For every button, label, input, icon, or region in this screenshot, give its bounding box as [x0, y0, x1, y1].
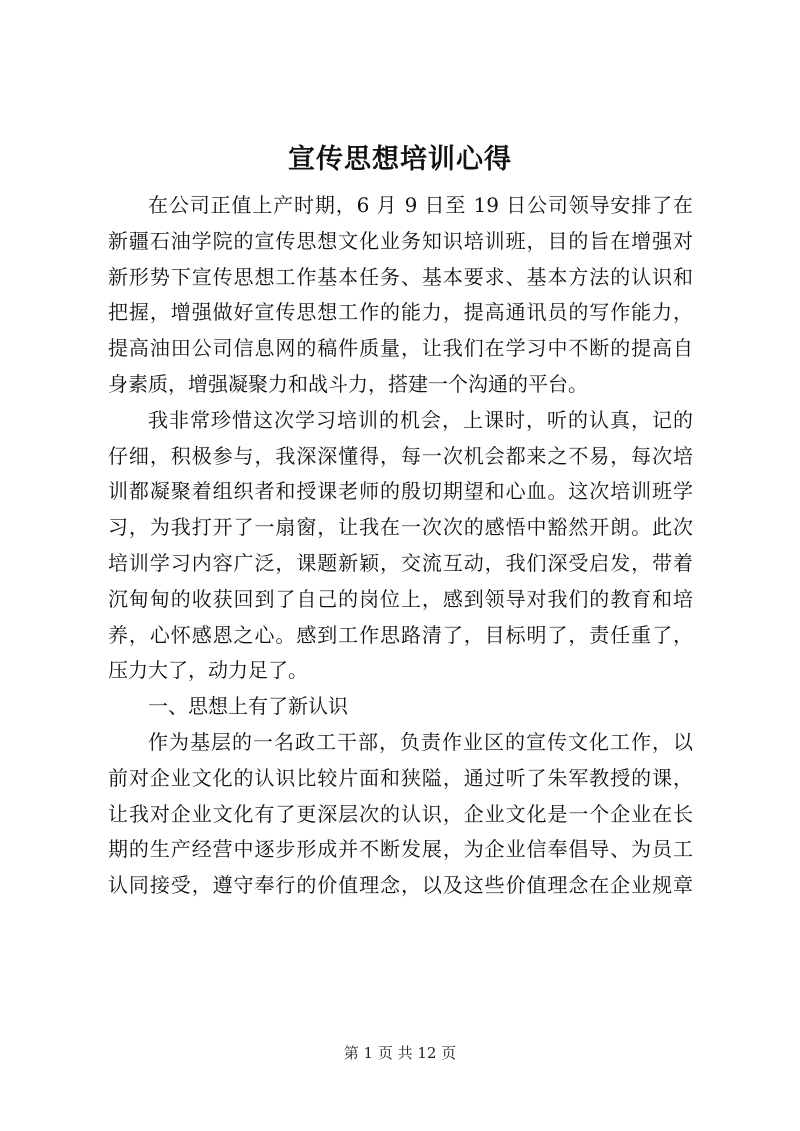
document-title: 宣传思想培训心得 — [288, 144, 512, 175]
text-line: 我非常珍惜这次学习培训的机会，上课时，听的认真，记的 — [148, 407, 693, 432]
text-line: 作为基层的一名政工干部，负责作业区的宣传文化工作，以 — [148, 729, 693, 754]
text-line: 期的生产经营中逐步形成并不断发展，为企业信奉倡导、为员工 — [108, 837, 693, 862]
text-line: 新形势下宣传思想工作基本任务、基本要求、基本方法的认识和 — [108, 264, 693, 289]
text-line: 沉甸甸的收获回到了自己的岗位上，感到领导对我们的教育和培 — [108, 586, 693, 611]
text-line: 把握，增强做好宣传思想工作的能力，提高通讯员的写作能力， — [108, 300, 693, 325]
text-line: 养，心怀感恩之心。感到工作思路清了，目标明了，责任重了， — [108, 622, 693, 647]
text-line: 身素质，增强凝聚力和战斗力，搭建一个沟通的平台。 — [108, 371, 588, 396]
page-number-footer: 第 1 页 共 12 页 — [343, 1044, 457, 1062]
document-body — [108, 188, 693, 904]
text-line: 仔细，积极参与，我深深懂得，每一次机会都来之不易，每次培 — [108, 443, 693, 468]
text-line: 认同接受，遵守奉行的价值理念，以及这些价值理念在企业规章 — [108, 873, 693, 898]
text-line: 培训学习内容广泛，课题新颖，交流互动，我们深受启发，带着 — [108, 550, 693, 575]
text-line: 提高油田公司信息网的稿件质量，让我们在学习中不断的提高自 — [108, 336, 693, 361]
text-line: 在公司正值上产时期，6 月 9 日至 19 日公司领导安排了在 — [148, 193, 693, 217]
text-line: 一、思想上有了新认识 — [148, 694, 348, 719]
text-line: 习，为我打开了一扇窗，让我在一次次的感悟中豁然开朗。此次 — [108, 515, 693, 540]
text-line: 前对企业文化的认识比较片面和狭隘，通过听了朱军教授的课， — [108, 765, 693, 790]
text-line: 压力大了，动力足了。 — [108, 658, 308, 683]
text-line: 训都凝聚着组织者和授课老师的殷切期望和心血。这次培训班学 — [108, 479, 693, 504]
text-line: 新疆石油学院的宣传思想文化业务知识培训班，目的旨在增强对 — [108, 228, 693, 253]
text-line: 让我对企业文化有了更深层次的认识，企业文化是一个企业在长 — [108, 801, 693, 826]
